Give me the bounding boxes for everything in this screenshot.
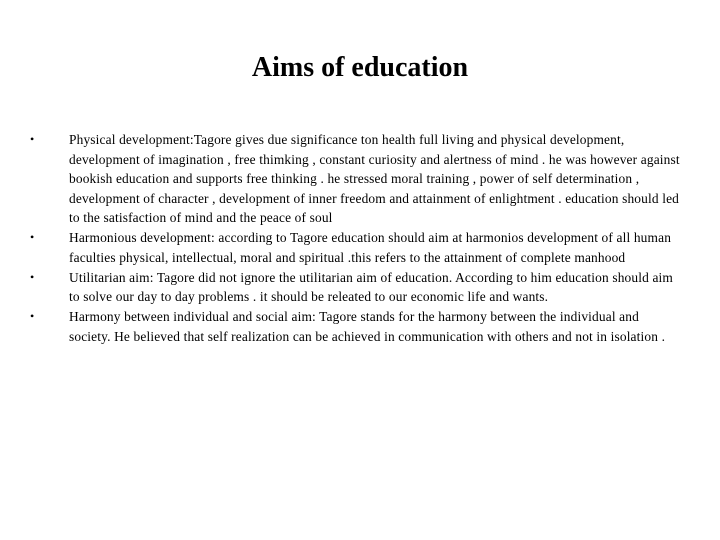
slide-title: Aims of education xyxy=(251,52,469,83)
bullet-text: Utilitarian aim: Tagore did not ignore the utilitarian aim of education. According to him education should aim to solve our day to day problems . it should be releated to our economic life and wants. xyxy=(69,269,673,304)
bullet-text: Physical development:Tagore gives due significance ton health full living and physical development, development of imagination , free thimking , constant curiosity and alertness of mind . he was however against bookish education and supports free thinking . he stressed moral training , power of self determination , development of character , development of inner freedom and attainment of enlightment . education should led to the satisfaction of mind and the peace of soul xyxy=(69,132,680,225)
bullet-item-harmonious-development xyxy=(30,228,680,267)
bullet-list xyxy=(30,130,680,347)
bullet-item-physical-development xyxy=(30,130,680,228)
bullet-item-utilitarian-aim xyxy=(30,268,680,307)
bullet-dot-icon: • xyxy=(30,269,35,284)
bullet-text: Harmony between individual and social aim: Tagore stands for the harmony between the individual and society. He believed that self realization can be achieved in communication with others and not in isolation . xyxy=(69,309,666,344)
bullet-dot-icon: • xyxy=(30,309,35,323)
bullet-dot-icon: • xyxy=(30,230,35,244)
bullet-dot-icon: • xyxy=(30,132,35,146)
bullet-text: Harmonious development: according to Tagore education should aim at harmonios development of all human faculties physical, intellectual, moral and spiritual .this refers to the attainment of complete manhood xyxy=(69,230,672,265)
bullet-item-harmony-individual-social xyxy=(30,307,680,346)
